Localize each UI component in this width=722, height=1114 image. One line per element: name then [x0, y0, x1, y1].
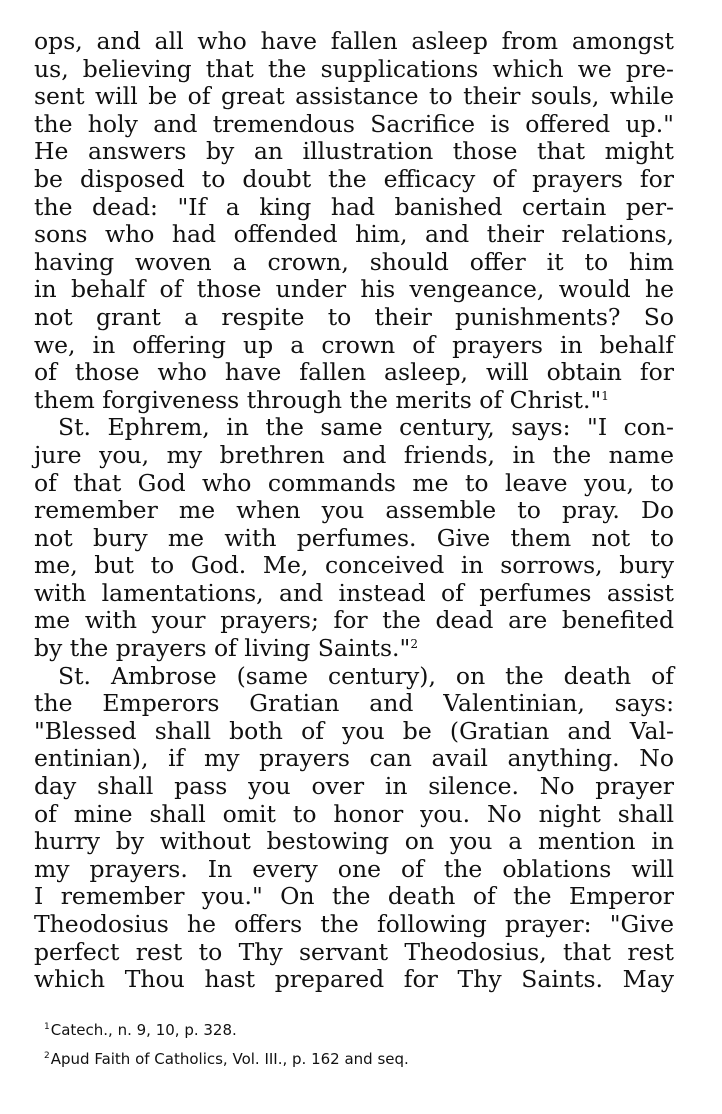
text-line: [34, 663, 674, 691]
text-line-content: me with your prayers; for the dead are benefited: [34, 606, 674, 635]
text-line-content: me, but to God. Me, conceived in sorrows, bury: [34, 551, 674, 580]
footnote-mark: 2: [44, 1051, 50, 1061]
text-line: [34, 552, 674, 580]
text-line-content: the holy and tremendous Sacrifice is offered up.": [34, 109, 674, 138]
text-line-content: jure you, my brethren and friends, in the name: [34, 440, 674, 469]
text-line: [34, 111, 674, 139]
text-line-content: be disposed to doubt the efficacy of prayers for: [34, 164, 674, 193]
text-line-content: I remember you." On the death of the Emperor: [34, 882, 674, 911]
text-line: [34, 690, 674, 718]
text-line: [34, 966, 674, 994]
text-line-content: by the prayers of living Saints.": [34, 634, 411, 663]
text-line: [34, 911, 674, 939]
text-line: [34, 470, 674, 498]
text-line: [34, 194, 674, 222]
text-line-content: not grant a respite to their punishments? So: [34, 302, 674, 331]
text-line: [34, 773, 674, 801]
text-line: [34, 745, 674, 773]
body-text: [34, 28, 674, 994]
text-line-content: "Blessed shall both of you be (Gratian and Val-: [34, 716, 674, 745]
text-line-content: He answers by an illustration those that might: [34, 137, 674, 166]
text-line-content: the Emperors Gratian and Valentinian, says:: [34, 689, 674, 718]
footnote-text: Apud Faith of Catholics, Vol. III., p. 162 and seq.: [50, 1050, 409, 1068]
text-line: [34, 332, 674, 360]
text-line: [34, 166, 674, 194]
text-line: [34, 138, 674, 166]
text-line-content: of those who have fallen asleep, will obtain for: [34, 358, 674, 387]
text-line-content: remember me when you assemble to pray. Do: [34, 496, 674, 525]
text-line-content: perfect rest to Thy servant Theodosius, that rest: [34, 937, 674, 966]
text-line: [34, 828, 674, 856]
footnote-reference: 1: [601, 388, 609, 403]
text-line-content: the dead: "If a king had banished certain per-: [34, 192, 674, 221]
text-line: [34, 883, 674, 911]
text-line: [34, 359, 674, 387]
text-line: [34, 580, 674, 608]
text-line-content: with lamentations, and instead of perfumes assist: [34, 578, 674, 607]
footnotes: [44, 1014, 684, 1072]
text-line-content: day shall pass you over in silence. No prayer: [34, 772, 674, 801]
footnote-reference: 2: [410, 637, 418, 652]
text-line-content: us, believing that the supplications which we pre-: [34, 54, 674, 83]
text-line-content: of that God who commands me to leave you, to: [34, 468, 674, 497]
footnote: [44, 1043, 684, 1072]
text-line-content: St. Ambrose (same century), on the death of: [58, 661, 674, 690]
text-line: [34, 442, 674, 470]
footnote-mark: 1: [44, 1022, 50, 1032]
text-line-content: ops, and all who have fallen asleep from amongst: [34, 27, 674, 55]
text-line: [34, 607, 674, 635]
text-line: [34, 304, 674, 332]
text-line-content: of mine shall omit to honor you. No night shall: [34, 799, 674, 828]
text-line-content: not bury me with perfumes. Give them not to: [34, 523, 674, 552]
text-line: [34, 249, 674, 277]
text-line: [34, 56, 674, 84]
text-line: [34, 414, 674, 442]
text-line-content: entinian), if my prayers can avail anything. No: [34, 744, 674, 773]
text-line: [34, 276, 674, 304]
text-line-content: Theodosius he offers the following prayer: "Give: [34, 910, 674, 938]
text-line-content: in behalf of those under his vengeance, would he: [34, 275, 674, 304]
text-line: [34, 856, 674, 884]
text-line: [34, 525, 674, 553]
text-line-content: them forgiveness through the merits of Christ.": [34, 385, 602, 414]
text-line: [34, 635, 674, 663]
text-line-content: sent will be of great assistance to their souls, while: [34, 82, 674, 111]
text-line: [34, 221, 674, 249]
footnote: [44, 1014, 684, 1043]
text-line: [34, 801, 674, 829]
text-line: [34, 718, 674, 746]
text-line: [34, 83, 674, 111]
text-line-content: which Thou hast prepared for Thy Saints. May: [34, 965, 674, 994]
text-line: [34, 28, 674, 56]
text-line: [34, 387, 674, 415]
footnote-text: Catech., n. 9, 10, p. 328.: [50, 1021, 237, 1039]
text-line: [34, 939, 674, 967]
text-line-content: my prayers. In every one of the oblations will: [34, 854, 674, 883]
text-line-content: we, in offering up a crown of prayers in behalf: [34, 330, 674, 359]
text-line-content: sons who had offended him, and their relations,: [34, 220, 674, 249]
text-line-content: St. Ephrem, in the same century, says: "I con-: [58, 413, 674, 442]
text-line-content: having woven a crown, should offer it to him: [34, 247, 674, 276]
text-line-content: hurry by without bestowing on you a mention in: [34, 827, 674, 856]
text-line: [34, 497, 674, 525]
